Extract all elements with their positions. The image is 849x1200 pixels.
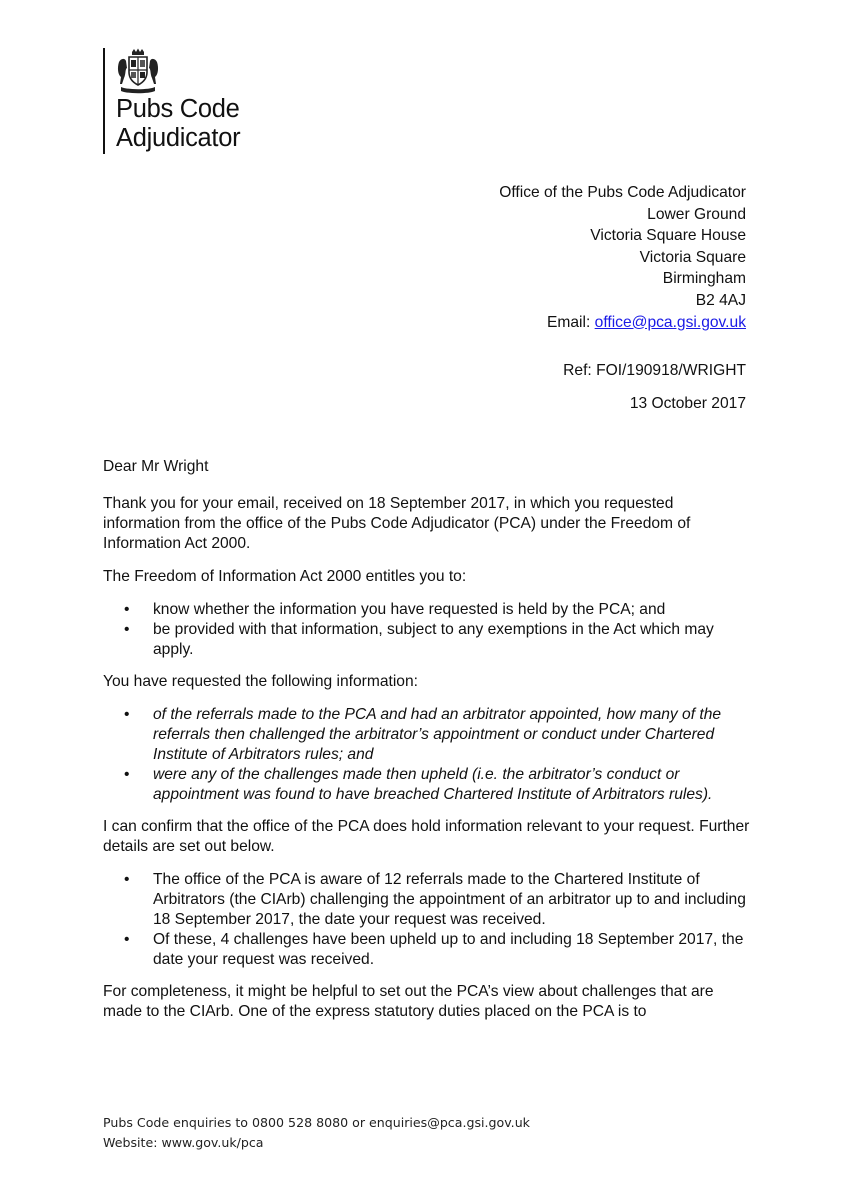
address-line: Victoria Square	[639, 248, 746, 266]
salutation: Dear Mr Wright	[103, 458, 209, 475]
address-line: Victoria Square House	[590, 227, 746, 245]
bullet: •	[124, 706, 130, 723]
email-link[interactable]: office@pca.gsi.gov.uk	[594, 313, 746, 331]
list-item	[103, 705, 753, 765]
royal-coat-of-arms-icon	[115, 48, 161, 94]
details-list	[103, 870, 753, 970]
list-item	[103, 870, 753, 930]
entitlements-list	[103, 600, 753, 660]
list-item-text: know whether the information you have requested is held by the PCA; and	[153, 601, 666, 618]
requests-list	[103, 705, 753, 805]
paragraph: For completeness, it might be helpful to set out the PCA’s view about challenges that are made to the CIArb. One of the express statutory duties placed on the PCA is to	[103, 983, 714, 1020]
footer-website: Website: www.gov.uk/pca	[103, 1135, 264, 1150]
list-item-text: of the referrals made to the PCA and had an arbitrator appointed, how many of the referrals then challenged the arbitrator’s appointment or conduct under Chartered Institute of Arbitrators rules; and	[153, 706, 722, 763]
list-item	[103, 620, 753, 660]
bullet: •	[124, 931, 130, 948]
logo-rule	[103, 48, 105, 154]
reference: Ref: FOI/190918/WRIGHT	[563, 362, 746, 379]
list-item-text: were any of the challenges made then upheld (i.e. the arbitrator’s conduct or appointment was found to have breached Chartered Institute of Arbitrators rules).	[153, 766, 713, 803]
address-line: B2 4AJ	[695, 291, 746, 309]
address-line: Office of the Pubs Code Adjudicator	[499, 184, 746, 201]
list-item	[103, 930, 753, 970]
paragraph: Thank you for your email, received on 18 September 2017, in which you requested information from the office of the Pubs Code Adjudicator (PCA) under the Freedom of Information Act 2000.	[103, 495, 691, 552]
bullet: •	[124, 871, 130, 888]
pca-logo	[103, 48, 363, 160]
email-label: Email:	[546, 313, 591, 331]
bullet: •	[124, 601, 130, 618]
footer-contact: Pubs Code enquiries to 0800 528 8080 or enquiries@pca.gsi.gov.uk	[103, 1115, 530, 1130]
paragraph: The Freedom of Information Act 2000 entitles you to:	[103, 568, 467, 585]
letter-date: 13 October 2017	[629, 395, 746, 412]
bullet: •	[124, 621, 130, 638]
paragraph: You have requested the following information:	[103, 673, 418, 690]
address-line: Birmingham	[662, 270, 746, 288]
list-item	[103, 600, 753, 620]
letter-body	[103, 457, 753, 1035]
sender-address	[499, 182, 746, 333]
paragraph: I can confirm that the office of the PCA does hold information relevant to your request. Further details are set out below.	[103, 818, 750, 855]
list-item-text: Of these, 4 challenges have been upheld up to and including 18 September 2017, the date your request was received.	[153, 931, 744, 968]
letter-footer	[103, 1113, 530, 1153]
list-item	[103, 765, 753, 805]
email-line	[499, 312, 746, 334]
list-item-text: The office of the PCA is aware of 12 referrals made to the Chartered Institute of Arbitrators (the CIArb) challenging the appointment of an arbitrator up to and including 18 September 2017, the date your request was received.	[153, 871, 746, 928]
bullet: •	[124, 766, 130, 783]
logo-wordmark	[116, 95, 240, 153]
logo-line-1: Pubs Code	[116, 95, 240, 123]
address-line: Lower Ground	[647, 205, 746, 223]
logo-line-2: Adjudicator	[116, 124, 241, 152]
list-item-text: be provided with that information, subject to any exemptions in the Act which may apply.	[153, 621, 714, 658]
